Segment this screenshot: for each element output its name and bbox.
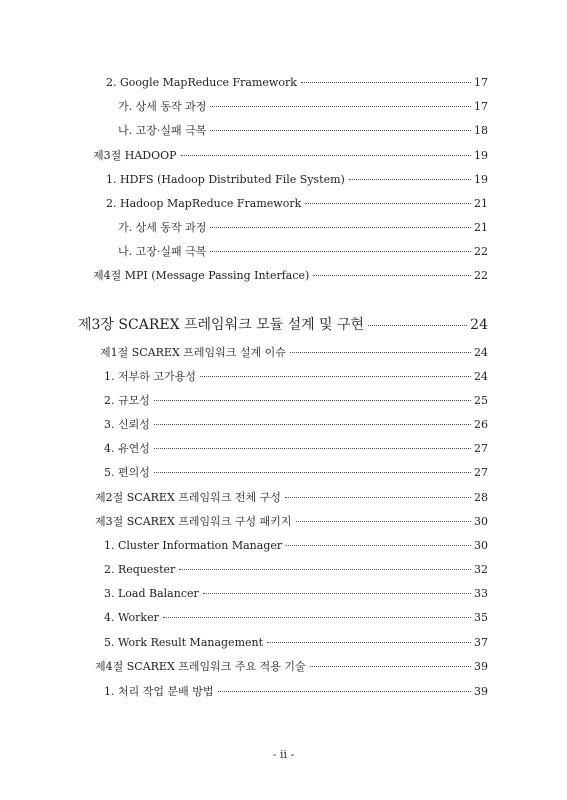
toc-label: 2. Requester: [104, 563, 176, 576]
dot-leader: [210, 106, 471, 107]
toc-line: [93, 149, 488, 163]
toc-label: 1. HDFS (Hadoop Distributed File System): [106, 173, 345, 186]
dot-leader: [286, 545, 471, 546]
toc-line: [95, 660, 488, 674]
dot-leader: [310, 666, 471, 667]
dot-leader: [203, 593, 471, 594]
toc-page: 24: [474, 346, 488, 359]
toc-label: 제3절 SCAREX 프레임워크 구성 패키지: [95, 515, 292, 528]
toc-line: [104, 611, 488, 625]
toc-label: 제1절 SCAREX 프레임워크 설계 이슈: [100, 346, 286, 359]
toc-label: 5. Work Result Management: [104, 636, 264, 649]
dot-leader: [181, 155, 471, 156]
toc-line: [118, 100, 488, 114]
dot-leader: [218, 691, 472, 692]
toc-label: 1. 저부하 고가용성: [104, 370, 196, 383]
toc-page: 22: [474, 269, 488, 282]
dot-leader: [290, 352, 471, 353]
toc-label: 나. 고장·실패 극복: [118, 245, 207, 258]
toc-line: [104, 587, 488, 601]
toc-page: 27: [474, 466, 488, 479]
toc-label: 2. 규모성: [104, 394, 150, 407]
toc-line: [104, 466, 488, 480]
dot-leader: [154, 424, 471, 425]
toc-label: 3. Load Balancer: [104, 587, 199, 600]
toc-line: [104, 539, 488, 553]
toc-line: [95, 491, 488, 505]
dot-leader: [210, 227, 471, 228]
dot-leader: [179, 569, 471, 570]
dot-leader: [313, 275, 471, 276]
toc-page: 27: [474, 442, 488, 455]
toc-line: [104, 636, 488, 650]
toc-line: [104, 563, 488, 577]
dot-leader: [368, 325, 467, 326]
toc-line: [104, 685, 488, 699]
toc-label: 1. 처리 작업 분배 방법: [104, 685, 214, 698]
page-number-footer: - ii -: [272, 748, 295, 761]
toc-line: [93, 269, 488, 283]
dot-leader: [296, 521, 471, 522]
toc-page: 35: [474, 611, 488, 624]
toc-label: 제2절 SCAREX 프레임워크 전체 구성: [95, 491, 281, 504]
toc-page: 17: [474, 100, 488, 113]
toc-page: 21: [474, 221, 488, 234]
dot-leader: [301, 82, 471, 83]
toc-page: 28: [474, 491, 488, 504]
toc-line: [118, 124, 488, 138]
toc-line: [106, 197, 488, 211]
toc-label: 1. Cluster Information Manager: [104, 539, 283, 552]
toc-label: 제4절 SCAREX 프레임워크 주요 적용 기술: [95, 660, 306, 673]
toc-line: [104, 442, 488, 456]
dot-leader: [349, 179, 471, 180]
toc-page: 21: [474, 197, 488, 210]
toc-page: 33: [474, 587, 488, 600]
dot-leader: [210, 130, 471, 131]
toc-line: [104, 370, 488, 384]
dot-leader: [200, 376, 471, 377]
dot-leader: [154, 472, 471, 473]
toc-page: 32: [474, 563, 488, 576]
toc-chapter-heading: [78, 316, 488, 334]
toc-label: 제3장 SCAREX 프레임워크 모듈 설계 및 구현: [78, 317, 365, 333]
toc-label: 2. Google MapReduce Framework: [106, 76, 297, 89]
toc-line: [118, 245, 488, 259]
toc-label: 제3절 HADOOP: [93, 149, 177, 162]
toc-page: 24: [474, 370, 488, 383]
toc-label: 제4절 MPI (Message Passing Interface): [93, 269, 310, 282]
toc-page: 17: [474, 76, 488, 89]
toc-page: 39: [474, 660, 488, 673]
toc-line: [118, 221, 488, 235]
toc-label: 4. 유연성: [104, 442, 150, 455]
toc-label: 4. Worker: [104, 611, 159, 624]
toc-page: 22: [474, 245, 488, 258]
toc-label: 나. 고장·실패 극복: [118, 124, 207, 137]
toc-page: 30: [474, 515, 488, 528]
toc-label: 가. 상세 동작 과정: [118, 221, 207, 234]
dot-leader: [267, 642, 471, 643]
toc-page: 19: [474, 173, 488, 186]
toc-label: 가. 상세 동작 과정: [118, 100, 207, 113]
dot-leader: [305, 203, 471, 204]
toc-label: 3. 신뢰성: [104, 418, 150, 431]
toc-page: 37: [474, 636, 488, 649]
toc-page: 24: [470, 317, 488, 333]
toc-label: 2. Hadoop MapReduce Framework: [106, 197, 302, 210]
dot-leader: [154, 448, 471, 449]
toc-page: 18: [474, 124, 488, 137]
dot-leader: [210, 251, 471, 252]
toc-page: 25: [474, 394, 488, 407]
toc-page: 19: [474, 149, 488, 162]
toc-page: 26: [474, 418, 488, 431]
toc-line: [106, 76, 488, 90]
dot-leader: [285, 497, 471, 498]
toc-label: 5. 편의성: [104, 466, 150, 479]
dot-leader: [154, 400, 471, 401]
dot-leader: [163, 617, 471, 618]
toc-line: [106, 173, 488, 187]
toc-line: [100, 346, 488, 360]
toc-page: 30: [474, 539, 488, 552]
toc-line: [104, 394, 488, 408]
toc-line: [95, 515, 488, 529]
toc-line: [104, 418, 488, 432]
toc-page: 39: [474, 685, 488, 698]
